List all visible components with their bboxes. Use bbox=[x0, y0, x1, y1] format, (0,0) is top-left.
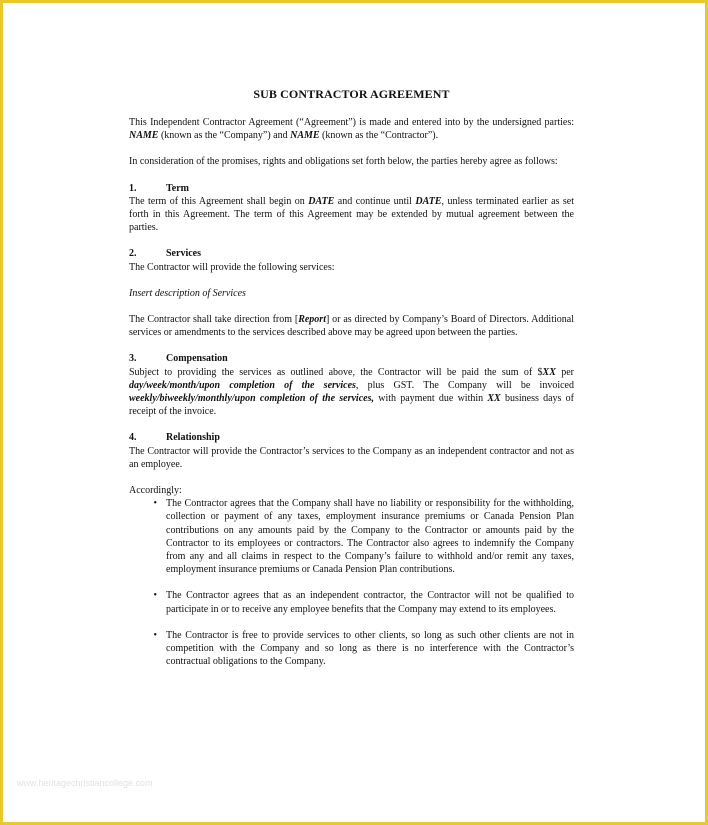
pay-period-placeholder: day/week/month/upon completion of the services bbox=[129, 379, 356, 391]
list-item bbox=[129, 629, 574, 669]
services-insert-text: Insert description of Services bbox=[129, 287, 246, 299]
section-title: Relationship bbox=[166, 432, 220, 444]
comp-text-2: per bbox=[555, 366, 574, 378]
relationship-bullet-list bbox=[129, 497, 574, 668]
section-number: 1. bbox=[129, 182, 137, 194]
section-number: 2. bbox=[129, 248, 137, 260]
comp-text-4: with payment due within bbox=[373, 393, 488, 405]
document-body bbox=[129, 87, 574, 669]
term-text-2: and continue until bbox=[334, 195, 416, 207]
bullet-icon: • bbox=[153, 590, 157, 602]
bullet-icon: • bbox=[153, 498, 157, 510]
end-date-placeholder: DATE bbox=[415, 195, 442, 207]
section-title: Services bbox=[166, 248, 201, 260]
section-number: 3. bbox=[129, 353, 137, 365]
intro-paragraph bbox=[129, 116, 574, 142]
section-title: Compensation bbox=[166, 353, 228, 365]
compensation-paragraph bbox=[129, 366, 574, 419]
invoice-period-placeholder: weekly/biweekly/monthly/upon completion of the services, bbox=[129, 393, 374, 405]
section-number: 4. bbox=[129, 432, 137, 444]
intro-text-1: This Independent Contractor Agreement (“Agreement”) is made and entered into by the undersigned parties: bbox=[129, 117, 574, 128]
watermark: www.heritagechristiancollege.com bbox=[17, 778, 153, 788]
list-item bbox=[129, 589, 574, 615]
services-line: The Contractor will provide the following services: bbox=[129, 261, 335, 273]
comp-text-1: Subject to providing the services as outlined above, the Contractor will be paid the sum of $ bbox=[129, 366, 543, 378]
relationship-paragraph: The Contractor will provide the Contractor’s services to the Company as an independent contractor and not as an employee. bbox=[129, 445, 574, 470]
start-date-placeholder: DATE bbox=[308, 195, 335, 207]
company-name-placeholder: NAME bbox=[129, 130, 159, 142]
list-item-text: The Contractor agrees that as an independent contractor, the Contractor will not be qualified to participate in or to receive any employee benefits that the Company may extend to its employees. bbox=[166, 590, 574, 615]
document-title: SUB CONTRACTOR AGREEMENT bbox=[253, 87, 450, 101]
direction-paragraph bbox=[129, 313, 574, 339]
section-2-heading bbox=[129, 247, 574, 260]
services-description-placeholder bbox=[129, 287, 574, 300]
list-item-text: The Contractor agrees that the Company shall have no liability or responsibility for the withholding, collection or payment of any taxes, employment insurance premiums or Canada Pension Plan contributions on any amounts paid by the Company to the Contractor or amounts paid by the Contractor to its employees or contractors. The Contractor also agrees to indemnify the Company from any and all claims in respect to the Company’s failure to withhold and/or remit any taxes, employment insurance premiums or Canada Pension Plan contributions. bbox=[166, 498, 574, 576]
list-item bbox=[129, 497, 574, 576]
bullet-icon: • bbox=[153, 629, 157, 641]
document-page bbox=[3, 3, 705, 822]
term-text-3: , unless terminated earlier as set forth in this Agreement. The term of this Agreement may be extended by mutual agreement between the parties. bbox=[129, 195, 574, 234]
intro-text-2: (known as the “Company”) and bbox=[158, 130, 291, 142]
report-placeholder: Report bbox=[298, 314, 326, 326]
accordingly-line: Accordingly: bbox=[129, 485, 182, 497]
section-3-heading bbox=[129, 352, 574, 365]
section-title: Term bbox=[166, 182, 189, 194]
term-paragraph bbox=[129, 195, 574, 235]
comp-text-5: business days of receipt of the invoice. bbox=[129, 393, 574, 418]
term-text-1: The term of this Agreement shall begin on bbox=[129, 195, 309, 207]
amount-placeholder: XX bbox=[542, 366, 556, 378]
consideration-paragraph: In consideration of the promises, rights and obligations set forth below, the parties hereby agree as follows: bbox=[129, 156, 558, 168]
section-4-heading bbox=[129, 431, 574, 444]
contractor-name-placeholder: NAME bbox=[290, 130, 320, 142]
intro-text-3: (known as the “Contractor”). bbox=[319, 130, 439, 142]
direction-text-2: ] or as directed by Company’s Board of Directors. Additional services or amendments to the services described above may be agreed upon between the parties. bbox=[129, 314, 574, 339]
comp-text-3: , plus GST. The Company will be invoiced bbox=[355, 379, 574, 391]
section-1-heading bbox=[129, 182, 574, 195]
days-placeholder: XX bbox=[487, 393, 501, 405]
list-item-text: The Contractor is free to provide services to other clients, so long as such other clients are not in competition with the Company and so long as there is no interference with the Contractor’s contractual obligations to the Company. bbox=[166, 629, 574, 668]
direction-text-1: The Contractor shall take direction from [ bbox=[129, 314, 299, 326]
